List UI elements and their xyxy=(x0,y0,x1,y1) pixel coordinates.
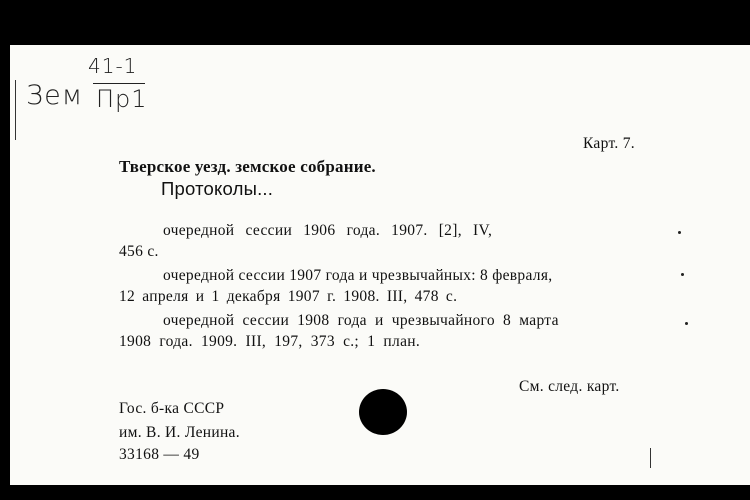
handwritten-prefix: Зем xyxy=(26,80,84,111)
speck xyxy=(678,231,681,234)
card-number: Карт. 7. xyxy=(583,135,635,152)
handwritten-fraction-line xyxy=(93,83,145,84)
library-line-2: им. В. И. Ленина. xyxy=(119,424,240,441)
entry-1-line-2: 456 с. xyxy=(119,243,159,260)
speck xyxy=(685,322,688,325)
library-line-3: 33168 — 49 xyxy=(119,446,200,463)
card-author-heading: Тверское уезд. земское собрание. xyxy=(119,157,376,176)
left-margin-mark xyxy=(15,80,16,140)
right-edge-mark xyxy=(650,448,651,468)
handwritten-fraction-bottom: Пр1 xyxy=(96,85,148,113)
card-title: Протоколы... xyxy=(161,178,274,199)
entry-2-line-1: очередной сессии 1907 года и чрезвычайных: 8 февраля, xyxy=(163,267,553,284)
entry-1-line-1: очередной сессии 1906 года. 1907. [2], IV, xyxy=(163,222,493,239)
library-line-1: Гос. б-ка СССР xyxy=(119,400,225,417)
handwritten-fraction-top: 41-1 xyxy=(88,54,138,78)
entry-3-line-1: очередной сессии 1908 года и чрезвычайного 8 марта xyxy=(163,312,559,329)
punch-hole xyxy=(359,389,407,435)
entry-2-line-2: 12 апреля и 1 декабря 1907 г. 1908. III, 478 с. xyxy=(119,288,458,305)
entry-3-line-2: 1908 года. 1909. III, 197, 373 с.; 1 план. xyxy=(119,333,421,350)
see-next-card: См. след. карт. xyxy=(519,378,620,395)
speck xyxy=(681,273,684,276)
